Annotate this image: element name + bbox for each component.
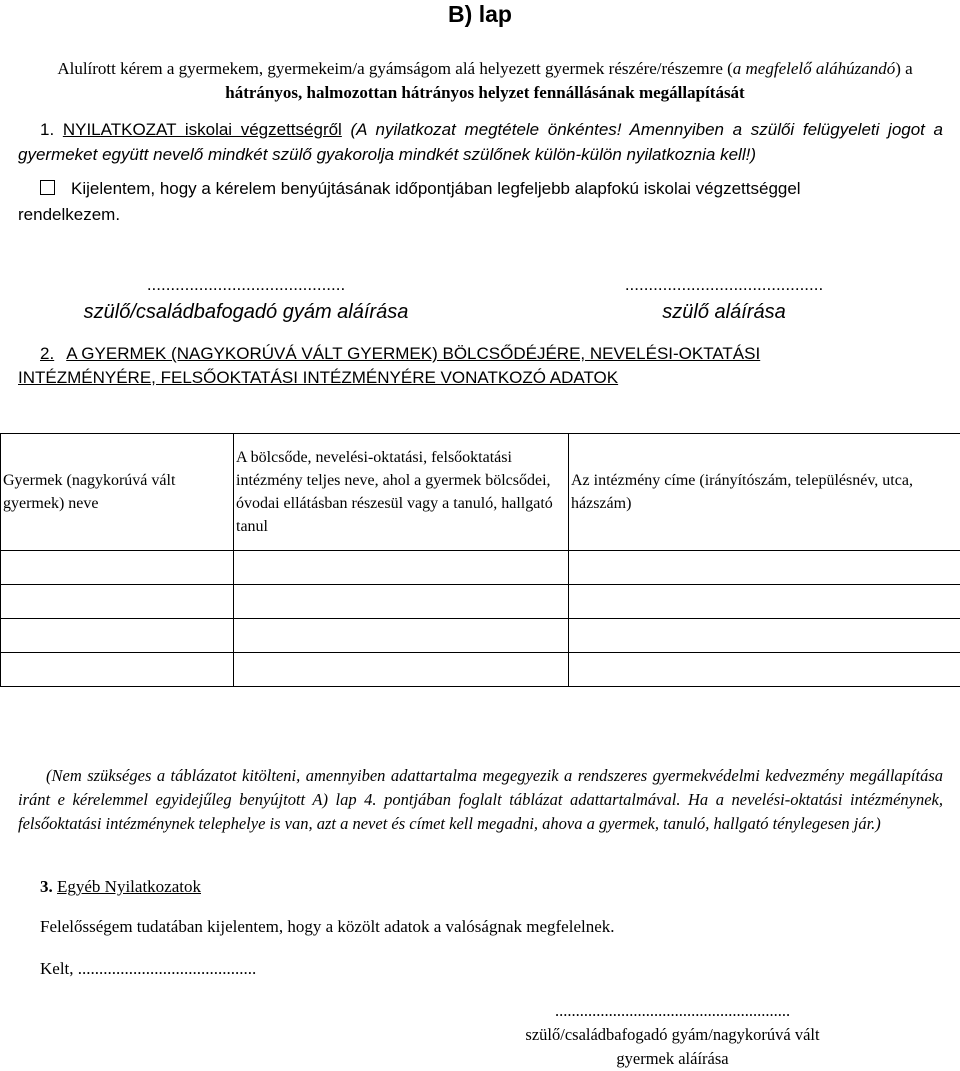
declaration-text: Kijelentem, hogy a kérelem benyújtásának időpontjában legfeljebb alapfokú iskolai végzettséggel <box>71 179 801 198</box>
table-cell[interactable] <box>1 619 234 653</box>
signature-label-left: szülő/családbafogadó gyám aláírása <box>68 298 424 326</box>
intro-text-3: ) a <box>895 59 912 78</box>
section2-heading-line2: INTÉZMÉNYÉRE, FELSŐOKTATÁSI INTÉZMÉNYÉRE VONATKOZÓ ADATOK <box>18 366 618 390</box>
final-signature-label-1: szülő/családbafogadó gyám/nagykorúvá vált <box>470 1023 875 1047</box>
declaration-checkbox[interactable] <box>40 180 55 195</box>
table-cell[interactable] <box>1 653 234 687</box>
section1-note: (A nyilatkozat megtétele önkéntes! Amennyiben a szülői felügyeleti jogot a gyermeket együtt nevelő mindkét szülő gyakorolja mindkét szülőnek külön-külön nyilatkoznia kell!) <box>18 120 943 164</box>
institution-table <box>0 433 960 687</box>
final-signature-label-2: gyermek aláírása <box>470 1047 875 1071</box>
intro-text-2: a megfelelő aláhúzandó <box>733 59 895 78</box>
table-header-institution-name: A bölcsőde, nevelési-oktatási, felsőoktatási intézmény teljes neve, ahol a gyermek bölcsődei, óvodai ellátásban részesül vagy a tanuló, hallgató tanul <box>234 434 569 551</box>
final-signature-line[interactable]: ......................................................... <box>470 999 875 1023</box>
section2-heading-line1: A GYERMEK (NAGYKORÚVÁ VÁLT GYERMEK) BÖLCSŐDÉJÉRE, NEVELÉSI-OKTATÁSI <box>54 342 943 366</box>
table-header-row <box>1 434 960 551</box>
intro-paragraph <box>40 57 930 105</box>
table-cell[interactable] <box>1 585 234 619</box>
table-cell[interactable] <box>234 653 569 687</box>
section1-number: 1. <box>18 120 54 139</box>
section1-heading-paragraph <box>18 117 943 167</box>
table-cell[interactable] <box>569 653 960 687</box>
table-cell[interactable] <box>1 551 234 585</box>
final-signature <box>470 999 875 1071</box>
table-note <box>18 764 943 836</box>
table-row <box>1 619 960 653</box>
section3-title: Egyéb Nyilatkozatok <box>57 877 201 896</box>
table-cell[interactable] <box>569 585 960 619</box>
responsibility-statement: Felelősségem tudatában kijelentem, hogy a közölt adatok a valóságnak megfelelnek. <box>40 915 615 939</box>
declaration <box>18 176 943 228</box>
table-cell[interactable] <box>234 619 569 653</box>
section2-number: 2. <box>18 342 54 366</box>
intro-text-4: hátrányos, halmozottan hátrányos helyzet fennállásának megállapítását <box>225 83 744 102</box>
table-cell[interactable] <box>234 551 569 585</box>
intro-text-1: Alulírott kérem a gyermekem, gyermekeim/a gyámságom alá helyezett gyermek részére/részemre ( <box>57 59 732 78</box>
table-cell[interactable] <box>569 619 960 653</box>
table-header-child-name: Gyermek (nagykorúvá vált gyermek) neve <box>1 434 234 551</box>
section3-heading <box>40 875 201 899</box>
section1-heading: NYILATKOZAT iskolai végzettségről <box>63 120 342 139</box>
table-row <box>1 551 960 585</box>
page-title: B) lap <box>0 0 960 28</box>
table-header-institution-address: Az intézmény címe (irányítószám, településnév, utca, házszám) <box>569 434 960 551</box>
section2-heading <box>18 342 943 390</box>
table-row <box>1 585 960 619</box>
declaration-text-end: rendelkezem. <box>18 202 943 228</box>
table-note-text: (Nem szükséges a táblázatot kitölteni, amennyiben adattartalma megegyezik a rendszeres gyermekvédelmi kedvezmény megállapítása iránt e kérelemmel egyidejűleg benyújtott A) lap 4. pontjában foglalt táblázat adattartalmával. Ha a nevelési-oktatási intézménynek, felsőoktatási intézménynek telephelye is van, azt a nevet és címet kell megadni, ahova a gyermek, tanuló, hallgató ténylegesen jár.) <box>18 766 943 833</box>
signature-line-right[interactable]: .......................................... <box>600 275 848 295</box>
signature-line-left[interactable]: .......................................... <box>68 275 424 295</box>
section3-number: 3. <box>40 877 53 896</box>
table-cell[interactable] <box>569 551 960 585</box>
table-row <box>1 653 960 687</box>
table-cell[interactable] <box>234 585 569 619</box>
signature-label-right: szülő aláírása <box>600 298 848 326</box>
place-date-field[interactable]: Kelt, .......................................... <box>40 957 256 981</box>
